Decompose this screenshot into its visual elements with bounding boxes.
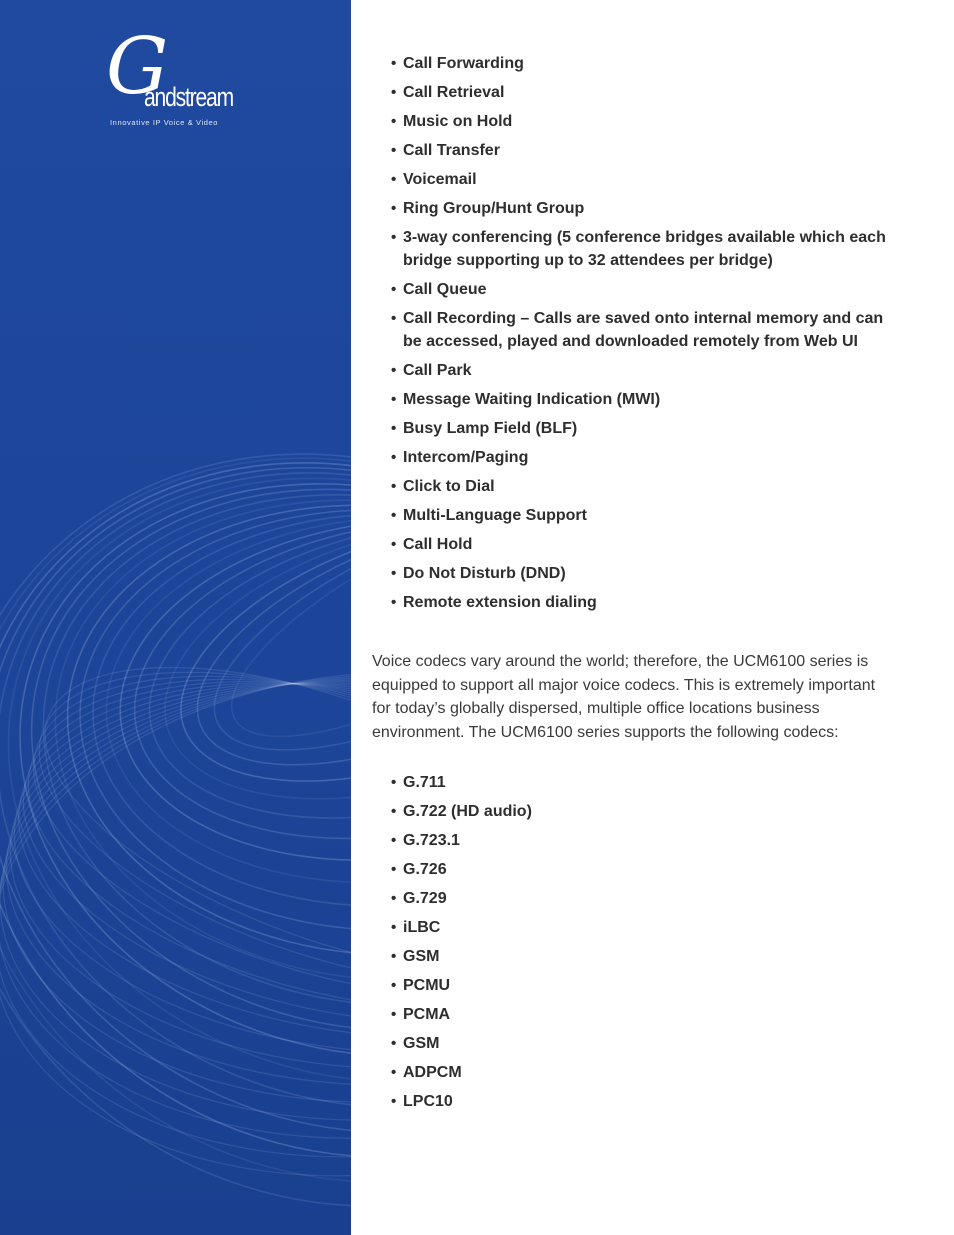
grandstream-logo xyxy=(104,22,244,134)
list-item: • G.729 xyxy=(372,887,902,910)
list-item: • Click to Dial xyxy=(372,475,902,498)
swirl-line xyxy=(0,421,351,1100)
list-item: • PCMU xyxy=(372,974,902,997)
list-item: • G.722 (HD audio) xyxy=(372,800,902,823)
list-item: • Ring Group/Hunt Group xyxy=(372,197,902,220)
swirl-line xyxy=(133,471,351,849)
list-item: • Music on Hold xyxy=(372,110,902,133)
list-item: • Call Park xyxy=(372,359,902,382)
logo-wordmark: andstream xyxy=(144,82,233,112)
list-item: • Call Retrieval xyxy=(372,81,902,104)
list-item: • Call Forwarding xyxy=(372,52,902,75)
list-item: • G.723.1 xyxy=(372,829,902,852)
list-item: • Multi-Language Support xyxy=(372,504,902,527)
feature-list xyxy=(372,52,902,614)
swirl-decoration xyxy=(0,0,351,1235)
main-content xyxy=(372,52,902,1119)
logo-letter: G xyxy=(106,22,169,112)
list-item: • Do Not Disturb (DND) xyxy=(372,562,902,585)
list-item: • GSM xyxy=(372,1032,902,1055)
sidebar-panel xyxy=(0,0,351,1235)
list-item: • Busy Lamp Field (BLF) xyxy=(372,417,902,440)
list-item: • LPC10 xyxy=(372,1090,902,1113)
list-item: • iLBC xyxy=(372,916,902,939)
list-item: • ADPCM xyxy=(372,1061,902,1084)
list-item: • 3-way conferencing (5 conference bridges available which each bridge supporting up to 32 attendees per bridge) xyxy=(372,226,902,272)
codec-intro-paragraph: Voice codecs vary around the world; therefore, the UCM6100 series is equipped to support all major voice codecs. This is extremely important for today’s globally dispersed, multiple office locations business environment. The UCM6100 series supports the following codecs: xyxy=(372,653,876,741)
swirl-line xyxy=(147,467,351,833)
list-item: • Voicemail xyxy=(372,168,902,191)
logo-tagline: Innovative IP Voice & Video xyxy=(110,118,219,127)
list-item: • G.711 xyxy=(372,771,902,794)
swirl-line xyxy=(0,622,351,1067)
list-item: • Remote extension dialing xyxy=(372,591,902,614)
swirl-line xyxy=(0,660,351,1108)
list-item: • Call Hold xyxy=(372,533,902,556)
list-item: • G.726 xyxy=(372,858,902,881)
list-item: • Intercom/Paging xyxy=(372,446,902,469)
list-item: • Message Waiting Indication (MWI) xyxy=(372,388,902,411)
list-item: • Call Recording – Calls are saved onto internal memory and can be accessed, played and downloaded remotely from Web UI xyxy=(372,307,902,353)
codec-list xyxy=(372,771,902,1113)
list-item: • GSM xyxy=(372,945,902,968)
list-item: • Call Queue xyxy=(372,278,902,301)
list-item: • Call Transfer xyxy=(372,139,902,162)
list-item: • PCMA xyxy=(372,1003,902,1026)
